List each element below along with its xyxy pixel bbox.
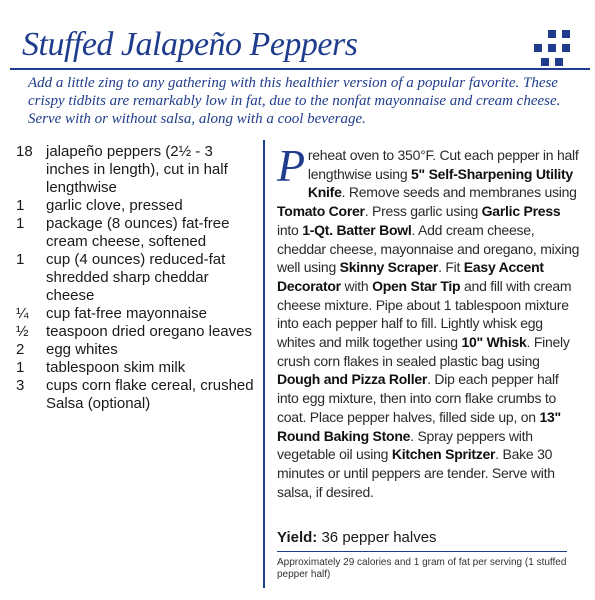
method-text-part: . Remove seeds and membranes using	[341, 184, 577, 201]
ingredient-qty: ¼	[16, 305, 29, 322]
drop-cap: P	[277, 140, 305, 191]
ingredient-item	[16, 359, 260, 377]
ingredient-list	[16, 143, 260, 413]
method-text-part: and fill with cream cheese mixture. Pipe about 1 tablespoon mixture into each pepper half to fill. Lightly whisk egg whites and milk together using	[277, 277, 572, 351]
method-text-part: . Press garlic using	[364, 203, 482, 220]
yield-value: 36 pepper halves	[321, 529, 437, 546]
title-divider	[10, 68, 590, 70]
ingredient-qty: 1	[16, 359, 25, 376]
ingredient-item	[16, 377, 260, 395]
method-text-part: . Finely crush corn flakes in sealed plastic bag using	[277, 334, 570, 369]
ingredient-desc: package (8 ounces) fat-free cream cheese, softened	[46, 215, 230, 250]
ingredient-optional: Salsa (optional)	[46, 395, 151, 412]
tool-name: Tomato Corer	[277, 203, 365, 220]
ingredient-desc: tablespoon skim milk	[46, 359, 186, 376]
ingredient-desc: cups corn flake cereal, crushed	[46, 377, 254, 394]
ingredient-qty: 2	[16, 341, 25, 358]
ingredient-desc: cup (4 ounces) reduced-fat shredded sharp cheddar cheese	[46, 251, 226, 304]
ingredient-item	[16, 305, 260, 323]
column-divider	[263, 140, 265, 588]
ingredient-qty: 18	[16, 143, 33, 160]
yield-divider	[277, 551, 567, 552]
ingredient-qty: 1	[16, 197, 25, 214]
ingredient-desc: garlic clove, pressed	[46, 197, 183, 214]
yield-label: Yield:	[277, 529, 318, 546]
method-text-part: reheat oven to 350°F. Cut each pepper in half lengthwise using	[307, 147, 579, 182]
recipe-title: Stuffed Jalapeño Peppers	[22, 26, 358, 63]
method-text-part: with	[340, 277, 373, 294]
yield-line	[277, 529, 437, 546]
checkerboard-icon	[534, 30, 570, 66]
ingredient-desc: jalapeño peppers (2½ - 3 inches in length), cut in half lengthwise	[46, 143, 228, 196]
nutrition-note: Approximately 29 calories and 1 gram of fat per serving (1 stuffed pepper half)	[277, 557, 567, 580]
recipe-intro: Add a little zing to any gathering with this healthier version of a popular favorite. These crispy tidbits are remarkably low in fat, due to the nonfat mayonnaise and cream cheese. Serve with or without salsa, along with a cool beverage.	[28, 75, 561, 127]
method-text-part: . Fit	[438, 259, 464, 276]
ingredient-qty: 1	[16, 251, 25, 268]
ingredient-item	[16, 323, 260, 341]
ingredient-desc: cup fat-free mayonnaise	[46, 305, 207, 322]
tool-name: Dough and Pizza Roller	[277, 371, 428, 388]
method-text-part: . Add cream cheese, cheddar cheese, mayonnaise and oregano, mixing well using	[277, 221, 580, 276]
ingredient-item	[16, 251, 260, 305]
ingredient-item	[16, 143, 260, 197]
ingredient-item	[16, 341, 260, 359]
method-text-part: into	[277, 221, 303, 238]
tool-name: 1-Qt. Batter Bowl	[302, 221, 412, 238]
ingredient-item	[16, 197, 260, 215]
method-text	[277, 140, 583, 501]
ingredient-qty: ½	[16, 323, 29, 340]
tool-name: Kitchen Spritzer	[391, 446, 496, 463]
method-text-part: . Dip each pepper half into egg mixture, then into corn flake crumbs to coat. Place pepper halves, filled side up, on	[277, 371, 559, 425]
tool-name: Garlic Press	[481, 203, 561, 220]
ingredient-item	[16, 215, 260, 251]
tool-name: Skinny Scraper	[339, 259, 439, 276]
tool-name: 5" Self-Sharpening Utility Knife	[307, 165, 573, 201]
ingredient-desc: egg whites	[46, 341, 118, 358]
tool-name: Easy Accent Decorator	[277, 259, 544, 294]
method-text-part: . Spray peppers with vegetable oil using	[277, 427, 533, 463]
ingredient-qty: 1	[16, 215, 25, 232]
tool-name: Open Star Tip	[372, 277, 461, 294]
ingredient-qty: 3	[16, 377, 25, 394]
ingredient-desc: teaspoon dried oregano leaves	[46, 323, 252, 340]
method-text-part: . Bake 30 minutes or until peppers are tender. Serve with salsa, if desired.	[277, 446, 555, 500]
tool-name: 10" Whisk	[461, 334, 527, 351]
tool-name: 13" Round Baking Stone	[277, 408, 561, 444]
